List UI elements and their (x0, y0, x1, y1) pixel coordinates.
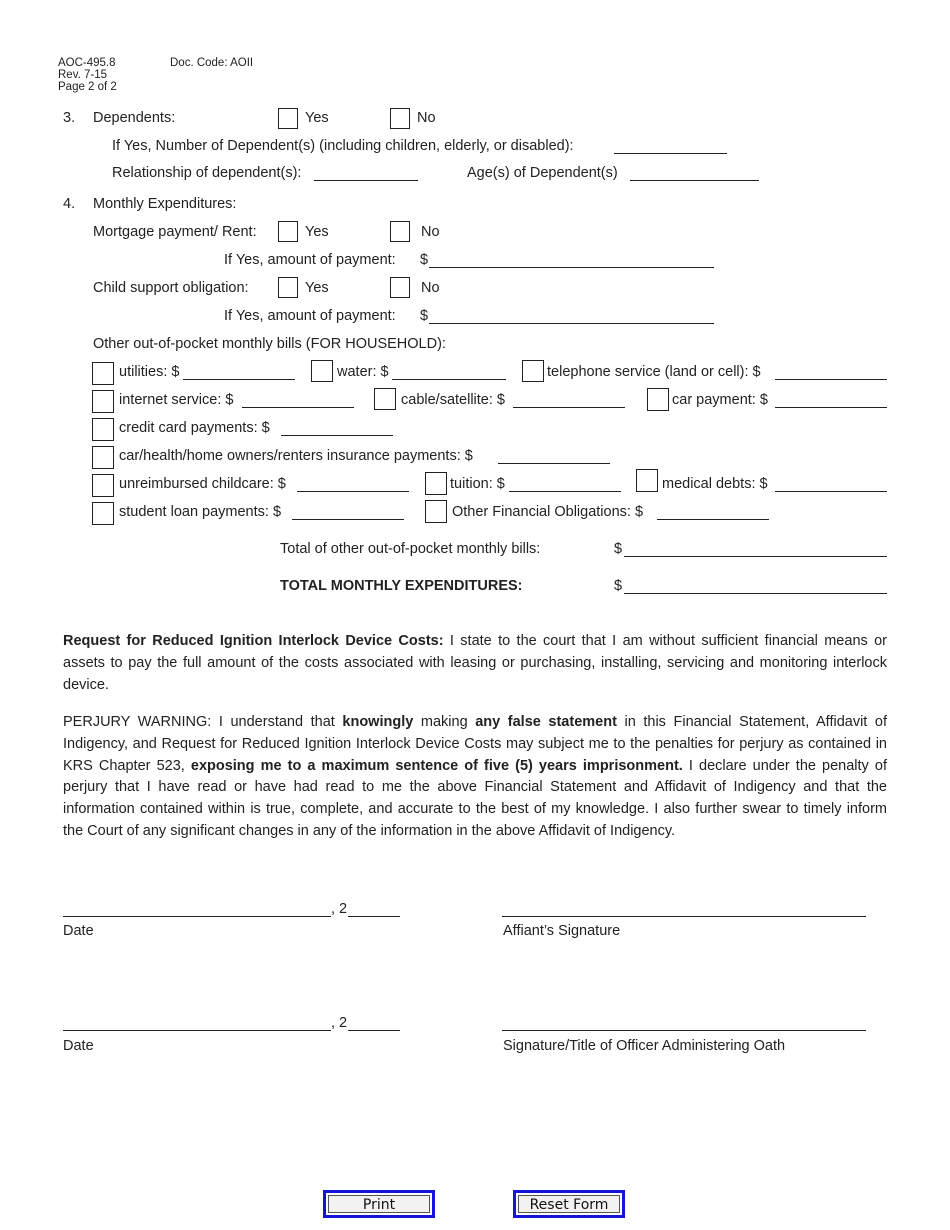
other-financial-checkbox[interactable] (425, 500, 447, 523)
credit-card-checkbox[interactable] (92, 418, 114, 441)
mortgage-amount-label: If Yes, amount of payment: (224, 252, 396, 268)
childcare-label: unreimbursed childcare: $ (119, 476, 286, 492)
perjury-paragraph (63, 712, 887, 843)
car-payment-checkbox[interactable] (647, 388, 669, 411)
date-field[interactable] (63, 916, 331, 917)
mortgage-label: Mortgage payment/ Rent: (93, 224, 257, 240)
internet-checkbox[interactable] (92, 390, 114, 413)
total-monthly-field[interactable] (624, 593, 887, 594)
number-of-dependents-field[interactable] (614, 153, 727, 154)
dependents-no-checkbox[interactable] (390, 108, 410, 129)
perjury-text: in this Financial Statement, Affidavit of Indigency, and Request for Reduced Ignition Interlock Device Costs may subject me to the penalties for perjury as contained in KRS Chapter 523, (63, 714, 887, 774)
relationship-field[interactable] (314, 180, 418, 181)
perjury-text: PERJURY WARNING: I understand that (63, 714, 343, 730)
internet-field[interactable] (242, 407, 354, 408)
no-label: No (421, 224, 440, 240)
water-checkbox[interactable] (311, 360, 333, 382)
print-button-label: Print (328, 1195, 430, 1213)
utilities-label: utilities: $ (119, 364, 180, 380)
cable-field[interactable] (513, 407, 625, 408)
affiant-signature-label: Affiant’s Signature (503, 923, 621, 939)
dollar-sign: $ (614, 541, 623, 557)
section-number: 3. (63, 110, 76, 126)
tuition-checkbox[interactable] (425, 472, 447, 495)
insurance-label: car/health/home owners/renters insurance payments: $ (119, 448, 473, 464)
perjury-bold: knowingly (342, 714, 414, 730)
childcare-field[interactable] (297, 491, 409, 492)
utilities-field[interactable] (183, 379, 295, 380)
yes-label: Yes (305, 110, 329, 126)
tuition-label: tuition: $ (450, 476, 505, 492)
car-payment-field[interactable] (775, 407, 887, 408)
date-label: Date (63, 1038, 94, 1054)
no-label: No (421, 280, 440, 296)
total-other-field[interactable] (624, 556, 887, 557)
telephone-label: telephone service (land or cell): $ (547, 364, 761, 380)
page-number: Page 2 of 2 (58, 81, 117, 93)
utilities-checkbox[interactable] (92, 362, 114, 385)
child-support-amount-label: If Yes, amount of payment: (224, 308, 396, 324)
year-prefix: , 2 (331, 901, 348, 917)
reset-form-button[interactable] (513, 1190, 625, 1218)
mortgage-yes-checkbox[interactable] (278, 221, 298, 242)
child-support-amount-field[interactable] (429, 323, 714, 324)
officer-signature-field[interactable] (502, 1030, 866, 1031)
total-other-label: Total of other out-of-pocket monthly bills: (280, 541, 541, 557)
request-paragraph (63, 631, 887, 696)
medical-checkbox[interactable] (636, 469, 658, 492)
other-financial-label: Other Financial Obligations: $ (452, 504, 644, 520)
child-support-no-checkbox[interactable] (390, 277, 410, 298)
student-loan-checkbox[interactable] (92, 502, 114, 525)
other-bills-label: Other out-of-pocket monthly bills (FOR HOUSEHOLD): (93, 336, 446, 352)
no-label: No (417, 110, 436, 126)
cable-checkbox[interactable] (374, 388, 396, 410)
student-loan-label: student loan payments: $ (119, 504, 282, 520)
credit-card-field[interactable] (281, 435, 393, 436)
insurance-field[interactable] (498, 463, 610, 464)
cable-label: cable/satellite: $ (401, 392, 505, 408)
request-heading: Request for Reduced Ignition Interlock Device Costs: (63, 633, 444, 649)
car-payment-label: car payment: $ (672, 392, 768, 408)
student-loan-field[interactable] (292, 519, 404, 520)
doc-code: Doc. Code: AOII (170, 57, 254, 69)
other-financial-field[interactable] (657, 519, 769, 520)
dollar-sign: $ (420, 252, 429, 268)
perjury-text: I declare under the penalty of perjury that I have read or have had read to me the above Financial Statement and Affidavit of Indigency and that the information contained within is true, complete, and accurate to the best of my knowledge. I also further swear to timely inform the Court of any significant changes in any of the information in the above Affidavit of Indigency. (63, 757, 887, 839)
childcare-checkbox[interactable] (92, 474, 114, 497)
telephone-checkbox[interactable] (522, 360, 544, 382)
internet-label: internet service: $ (119, 392, 234, 408)
form-id: AOC-495.8 (58, 57, 116, 69)
number-of-dependents-label: If Yes, Number of Dependent(s) (including children, elderly, or disabled): (112, 138, 574, 154)
request-body: I state to the court that I am without sufficient financial means or assets to pay the full amount of the costs associated with leasing or purchasing, installing, servicing and monitoring interlock device. (63, 633, 888, 693)
date-field[interactable] (63, 1030, 331, 1031)
water-label: water: $ (337, 364, 389, 380)
telephone-field[interactable] (775, 379, 887, 380)
print-button[interactable] (323, 1190, 435, 1218)
relationship-label: Relationship of dependent(s): (112, 165, 302, 181)
year-field[interactable] (348, 916, 400, 917)
perjury-bold: any false statement (475, 714, 617, 730)
date-label: Date (63, 923, 94, 939)
dollar-sign: $ (420, 308, 429, 324)
water-field[interactable] (392, 379, 506, 380)
medical-label: medical debts: $ (662, 476, 768, 492)
affiant-signature-field[interactable] (502, 916, 866, 917)
yes-label: Yes (305, 280, 329, 296)
tuition-field[interactable] (509, 491, 621, 492)
expenditures-label: Monthly Expenditures: (93, 196, 237, 212)
perjury-text: making (413, 714, 476, 730)
child-support-yes-checkbox[interactable] (278, 277, 298, 298)
total-monthly-label: TOTAL MONTHLY EXPENDITURES: (280, 578, 523, 594)
dollar-sign: $ (614, 578, 623, 594)
medical-field[interactable] (775, 491, 887, 492)
mortgage-no-checkbox[interactable] (390, 221, 410, 242)
perjury-bold: exposing me to a maximum sentence of five (5) years imprisonment. (190, 757, 683, 774)
year-prefix: , 2 (331, 1015, 348, 1031)
mortgage-amount-field[interactable] (429, 267, 714, 268)
reset-form-button-label: Reset Form (518, 1195, 620, 1213)
insurance-checkbox[interactable] (92, 446, 114, 469)
revision: Rev. 7-15 (58, 69, 108, 81)
ages-label: Age(s) of Dependent(s) (467, 165, 618, 181)
dependents-yes-checkbox[interactable] (278, 108, 298, 129)
child-support-label: Child support obligation: (93, 280, 249, 296)
year-field[interactable] (348, 1030, 400, 1031)
ages-field[interactable] (630, 180, 759, 181)
section-number: 4. (63, 196, 76, 212)
dependents-label: Dependents: (93, 110, 176, 126)
officer-signature-label: Signature/Title of Officer Administering Oath (503, 1038, 786, 1054)
credit-card-label: credit card payments: $ (119, 420, 270, 436)
yes-label: Yes (305, 224, 329, 240)
